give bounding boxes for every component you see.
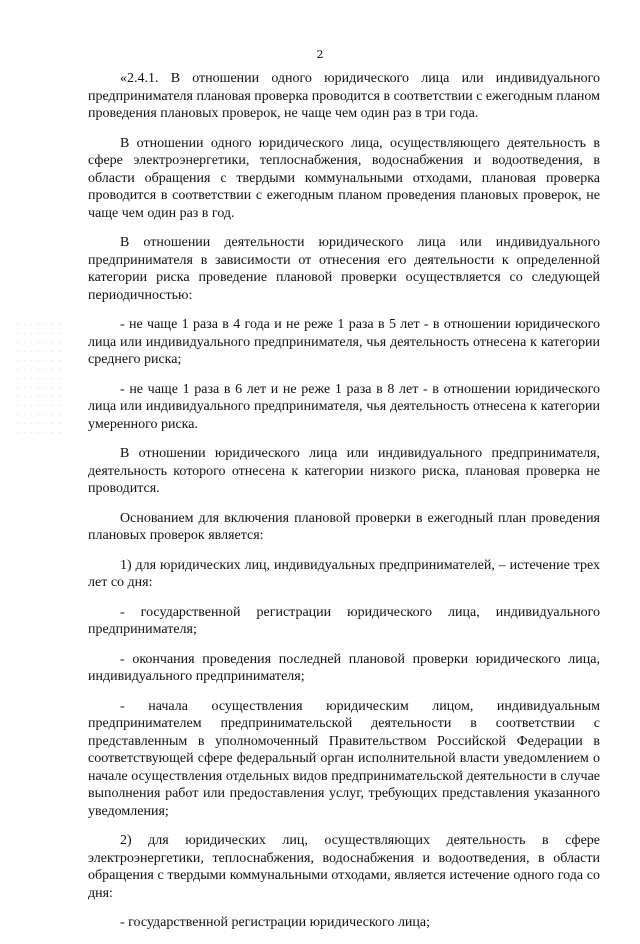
- document-body: [88, 70, 600, 944]
- paragraph-low-risk: В отношении юридического лица или индивидуального предпринимателя, деятельность которого отнесена к категории низкого риска, плановая проверка не проводится.: [88, 446, 600, 496]
- list-item-medium-risk: - не чаще 1 раза в 4 года и не реже 1 раза в 5 лет - в отношении юридического лица или индивидуального предпринимателя, чья деятельность отнесена к категории среднего риска;: [88, 317, 600, 367]
- list-subitem-start-activity: - начала осуществления юридическим лицом, индивидуальным предпринимателем предпринимательской деятельности в соответствии с представленным в уполномоченный Правительством Российской Федерации в соответствующей сфере федеральный орган исполнительной власти уведомлением о начале осуществления отдельных видов предпринимательской деятельности в случае выполнения работ или предоставления услуг, требующих представления указанного уведомления;: [88, 698, 600, 819]
- paragraph-risk-category: В отношении деятельности юридического лица или индивидуального предпринимателя в зависимости от отнесения его деятельности к определенной категории риска проведение плановой проверки осуществляется со следующей периодичностью:: [88, 235, 600, 303]
- list-subitem-last-inspection: - окончания проведения последней плановой проверки юридического лица, индивидуального предпринимателя;: [88, 651, 600, 684]
- list-subitem-registration: - государственной регистрации юридического лица, индивидуального предпринимателя;: [88, 604, 600, 637]
- list-item-1: 1) для юридических лиц, индивидуальных предпринимателей, – истечение трех лет со дня:: [88, 557, 600, 590]
- page-number: 2: [316, 48, 324, 61]
- list-subitem-legal-registration: - государственной регистрации юридического лица;: [120, 915, 431, 930]
- list-item-2: 2) для юридических лиц, осуществляющих деятельность в сфере электроэнергетики, теплоснабжения, водоснабжения и водоотведения, в области обращения с твердыми коммунальными отходами, является истечение одного года со дня:: [88, 833, 600, 901]
- paragraph-grounds: Основанием для включения плановой проверки в ежегодный план проведения плановых проверок является:: [88, 510, 600, 543]
- scan-noise: [14, 320, 64, 440]
- list-item-moderate-risk: - не чаще 1 раза в 6 лет и не реже 1 раза в 8 лет - в отношении юридического лица или индивидуального предпринимателя, чья деятельность отнесена к категории умеренного риска.: [88, 381, 600, 432]
- paragraph-2-4-1: «2.4.1. В отношении одного юридического лица или индивидуального предпринимателя плановая проверка проводится в соответствии с ежегодным планом проведения плановых проверок, не чаще чем один раз в три года.: [88, 71, 600, 121]
- paragraph-energy-sector: В отношении одного юридического лица, осуществляющего деятельность в сфере электроэнергетики, теплоснабжения, водоснабжения и водоотведения, в области обращения с твердыми коммунальными отходами, плановая проверка проводится в соответствии с ежегодным планом проведения плановых проверок, не чаще чем один раз в год.: [88, 135, 600, 221]
